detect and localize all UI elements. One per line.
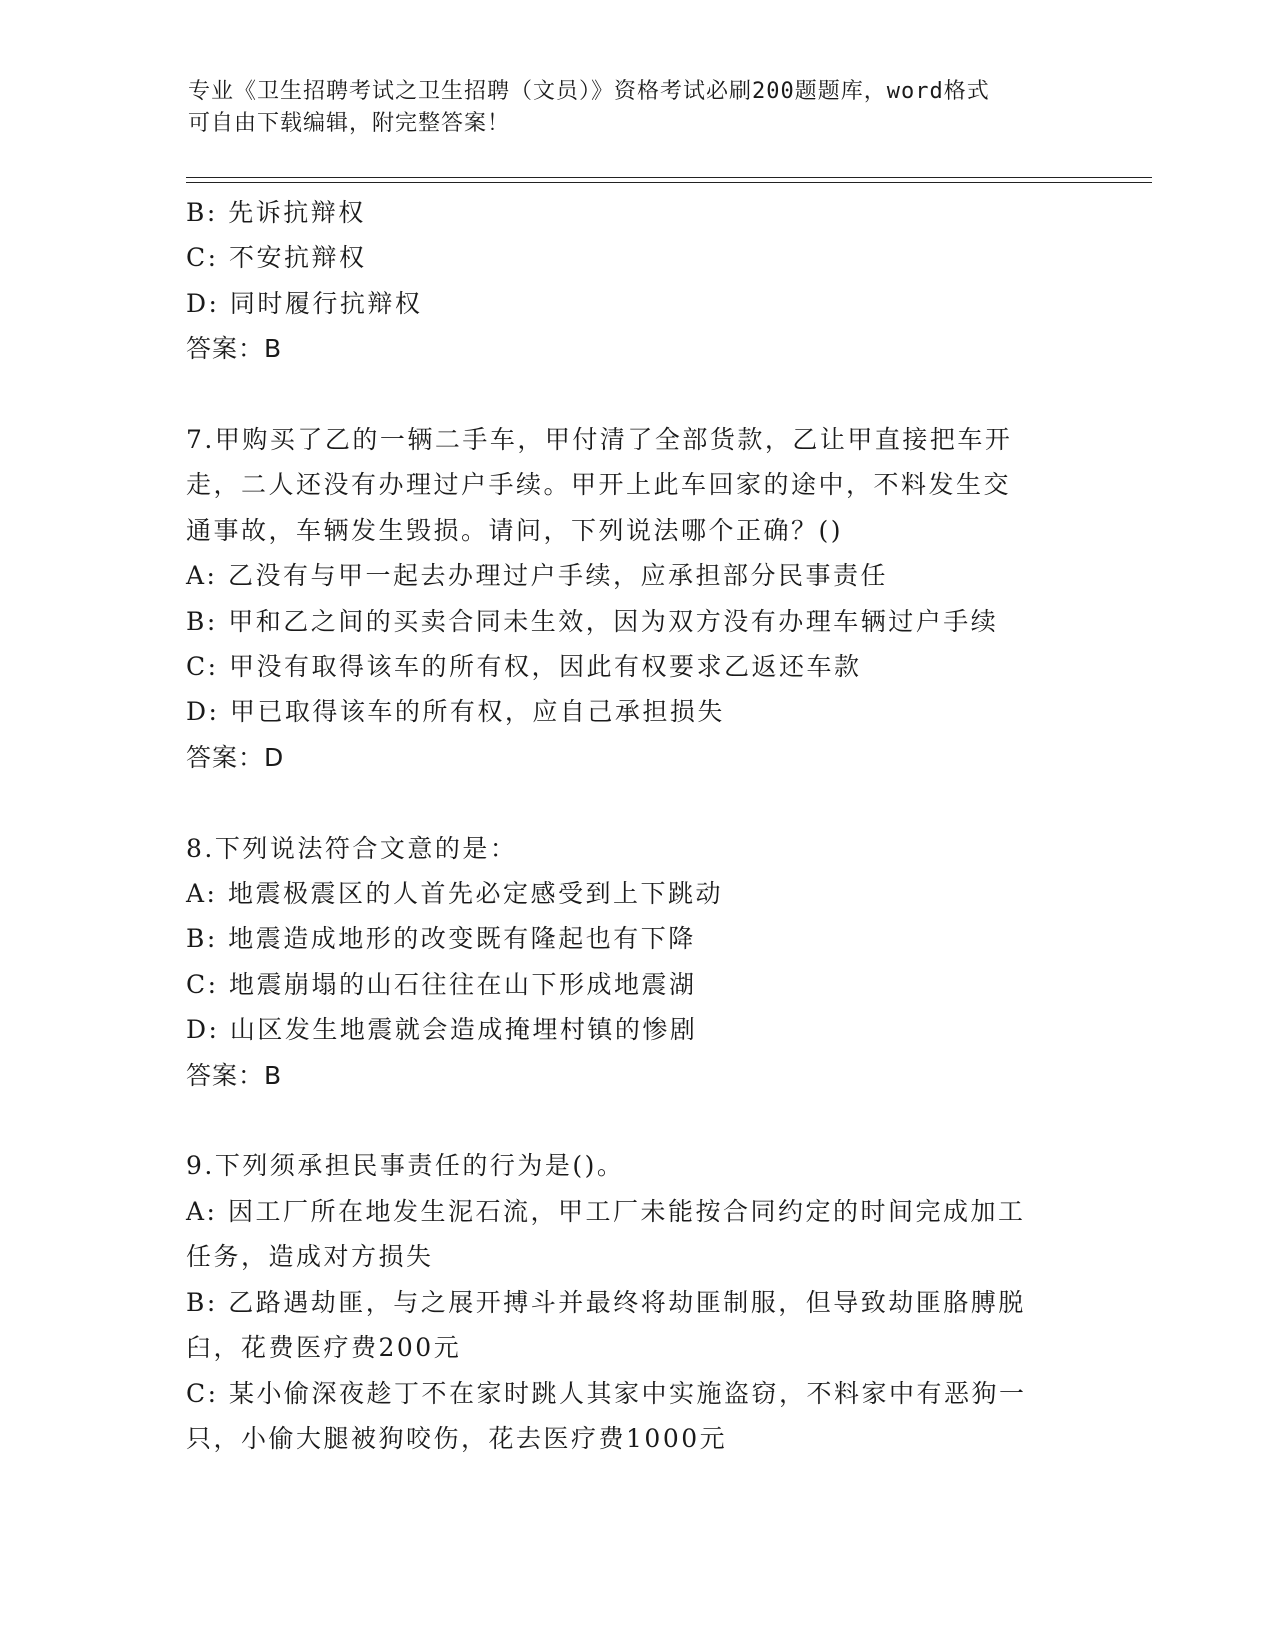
spacer [186,372,1086,417]
question-prev [186,190,1086,372]
option-c: C: 不安抗辩权 [186,243,367,273]
question-7 [186,417,1086,780]
spacer [186,1098,1086,1143]
question-9 [186,1143,1086,1461]
option-d: D: 同时履行抗辩权 [186,288,423,318]
option-b: B: 乙路遇劫匪，与之展开搏斗并最终将劫匪制服，但导致劫匪胳膊脱 [186,1287,1026,1317]
question-stem-line: 通事故，车辆发生毁损。请问，下列说法哪个正确？() [186,515,844,545]
option-d: D: 山区发生地震就会造成掩埋村镇的惨剧 [186,1015,698,1045]
question-stem-line: 8.下列说法符合文意的是： [186,833,518,863]
header-title-line-2: 可自由下载编辑，附完整答案！ [188,111,511,136]
option-c: C: 甲没有取得该车的所有权，因此有权要求乙返还车款 [186,652,862,682]
answer-line: 答案：D [186,742,285,772]
option-a: A: 因工厂所在地发生泥石流，甲工厂未能按合同约定的时间完成加工 [186,1196,1026,1226]
option-a: A: 乙没有与甲一起去办理过户手续，应承担部分民事责任 [186,561,888,591]
option-b: B: 甲和乙之间的买卖合同未生效，因为双方没有办理车辆过户手续 [186,606,999,636]
question-8 [186,826,1086,1098]
answer-line: 答案：B [186,334,283,364]
option-c: C: 某小偷深夜趁丁不在家时跳人其家中实施盗窃，不料家中有恶狗一 [186,1378,1027,1408]
option-c-continued: 只，小偷大腿被狗咬伤，花去医疗费1000元 [186,1423,728,1453]
option-a: A: 地震极震区的人首先必定感受到上下跳动 [186,879,723,909]
header-divider-top [186,177,1152,178]
question-content [186,190,1086,1461]
spacer [186,780,1086,825]
header-divider-bottom [186,182,1152,183]
question-stem-line: 7.甲购买了乙的一辆二手车，甲付清了全部货款，乙让甲直接把车开 [186,425,1013,455]
option-d: D: 甲已取得该车的所有权，应自己承担损失 [186,697,725,727]
option-c: C: 地震崩塌的山石往往在山下形成地震湖 [186,969,697,999]
option-b: B: 先诉抗辩权 [186,198,366,227]
question-stem-line: 走，二人还没有办理过户手续。甲开上此车回家的途中，不料发生交 [186,470,1012,500]
header-title-line-1: 专业《卫生招聘考试之卫生招聘（文员）》资格考试必刷200题题库，word格式 [188,79,990,104]
option-b-continued: 臼，花费医疗费200元 [186,1333,462,1363]
document-header [188,76,1068,140]
answer-line: 答案：B [186,1060,283,1090]
option-b: B: 地震造成地形的改变既有隆起也有下降 [186,924,696,954]
question-stem-line: 9.下列须承担民事责任的行为是()。 [186,1151,625,1181]
option-a-continued: 任务，造成对方损失 [186,1242,434,1272]
